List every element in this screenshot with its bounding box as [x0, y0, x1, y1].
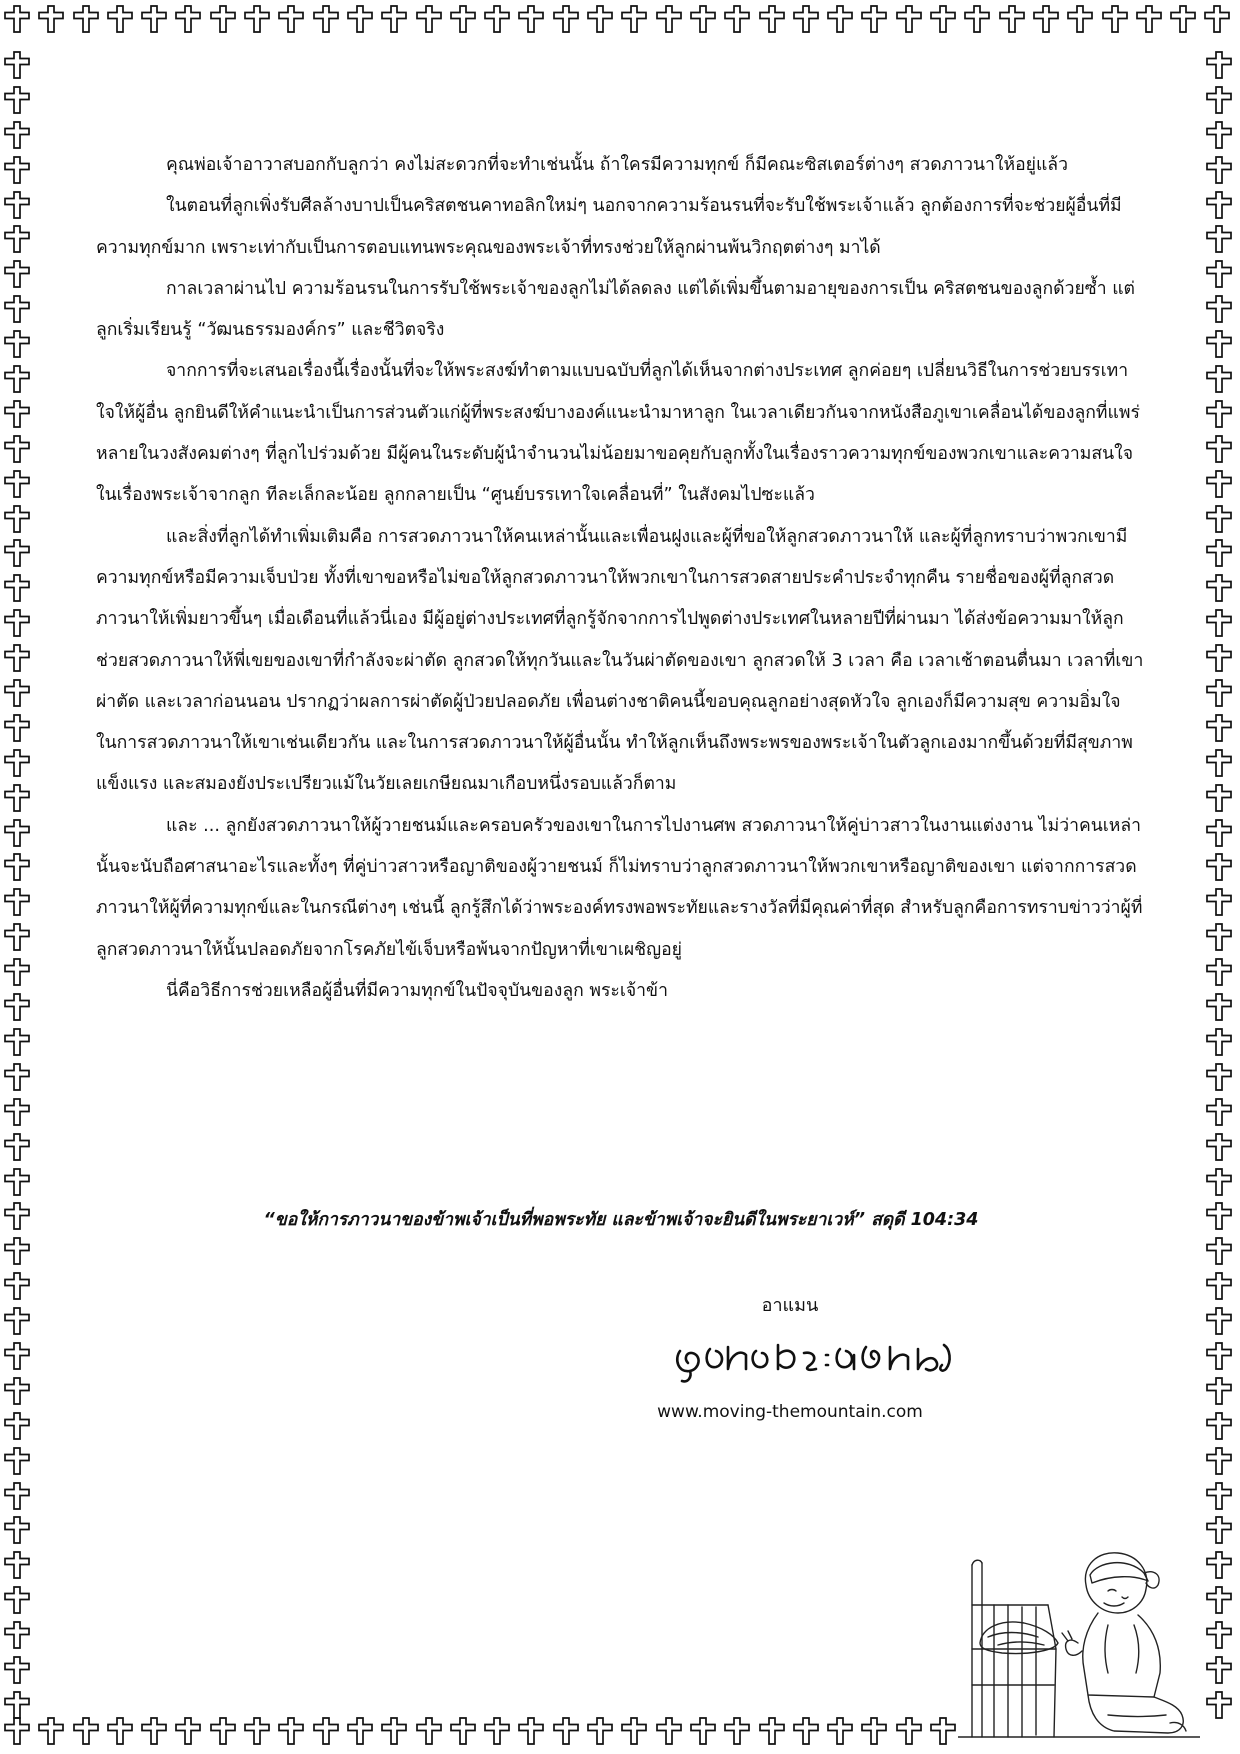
latin-cross-icon [1204, 50, 1234, 80]
latin-cross-icon [757, 4, 787, 34]
latin-cross-icon [1204, 852, 1234, 882]
latin-cross-icon [2, 294, 32, 324]
latin-cross-icon [2, 1620, 32, 1650]
latin-cross-icon [2, 608, 32, 638]
scripture-quote: “ขอให้การภาวนาของข้าพเจ้าเป็นที่พอพระทัย และข้าพเจ้าจะยินดีในพระยาเวห์” สดุดี 104:34 [263, 1210, 979, 1230]
latin-cross-icon [2, 852, 32, 882]
latin-cross-icon [242, 1716, 272, 1746]
latin-cross-icon [688, 1716, 718, 1746]
latin-cross-icon [208, 1716, 238, 1746]
closing-amen: อาแมน [761, 1295, 819, 1316]
left-cross-border [2, 50, 36, 1725]
latin-cross-icon [1204, 1341, 1234, 1371]
latin-cross-icon [1204, 957, 1234, 987]
latin-cross-icon [962, 4, 992, 34]
latin-cross-icon [105, 4, 135, 34]
latin-cross-icon [242, 4, 272, 34]
paragraph-7: นี่คือวิธีการช่วยเหลือผู้อื่นที่มีความทุกข์ในปัจจุบันของลูก พระเจ้าข้า [166, 980, 668, 1001]
latin-cross-icon [1065, 4, 1095, 34]
latin-cross-icon [1204, 1306, 1234, 1336]
latin-cross-icon [1204, 1481, 1234, 1511]
paragraph-1: คุณพ่อเจ้าอาวาสบอกกับลูกว่า คงไม่สะดวกที่จะทำเช่นนั้น ถ้าใครมีความทุกข์ ก็มีคณะซิสเตอร์ต่างๆ สวดภาวนาให้อยู่แล้ว [166, 155, 1068, 175]
latin-cross-icon [2, 1097, 32, 1127]
latin-cross-icon [2, 992, 32, 1022]
latin-cross-icon [2, 1306, 32, 1336]
latin-cross-icon [722, 4, 752, 34]
latin-cross-icon [2, 190, 32, 220]
latin-cross-icon [1204, 1236, 1234, 1266]
latin-cross-icon [379, 4, 409, 34]
latin-cross-icon [139, 4, 169, 34]
latin-cross-icon [1204, 1167, 1234, 1197]
latin-cross-icon [1204, 224, 1234, 254]
latin-cross-icon [2, 1271, 32, 1301]
latin-cross-icon [1204, 190, 1234, 220]
latin-cross-icon [2, 922, 32, 952]
latin-cross-icon [2, 1236, 32, 1266]
latin-cross-icon [2, 1446, 32, 1476]
latin-cross-icon [1204, 399, 1234, 429]
latin-cross-icon [859, 1716, 889, 1746]
latin-cross-icon [2, 4, 32, 34]
latin-cross-icon [1204, 504, 1234, 534]
paragraph-4: จากการที่จะเสนอเรื่องนี้เรื่องนั้นที่จะให้พระสงฆ์ทำตามแบบฉบับที่ลูกได้เห็นจากต่างประเทศ ลูกค่อยๆ เปลี่ยนวิธีในการช่วยบรรเทาใจให้ผู้อื่น ลูกยินดีให้คำแนะนำเป็นการส่วนตัวแก่ผู้ที่พระสงฆ์บางองค์แนะนำมาหาลูก ในเวลาเดียวกันจากหนังสือภูเขาเคลื่อนได้ของลูกที่แพร่หลายในวงสังคมต่างๆ ที่ลูกไปร่วมด้วย มีผู้คนในระดับผู้นำจำนวนไม่น้อยมาขอคุยกับลูกทั้งในเรื่องราวความทุกข์ของพวกเขาและความสนใจในเรื่องพระเจ้าจากลูก ทีละเล็กละน้อย ลูกกลายเป็น “ศูนย์บรรเทาใจเคลื่อนที่” ในสังคมไปซะแล้ว [96, 361, 1140, 506]
right-cross-border [1204, 50, 1238, 1725]
latin-cross-icon [1204, 1027, 1234, 1057]
latin-cross-icon [2, 329, 32, 359]
latin-cross-icon [2, 120, 32, 150]
latin-cross-icon [1204, 1655, 1234, 1685]
latin-cross-icon [276, 4, 306, 34]
latin-cross-icon [1100, 4, 1130, 34]
latin-cross-icon [2, 50, 32, 80]
latin-cross-icon [928, 1716, 958, 1746]
latin-cross-icon [1204, 1620, 1234, 1650]
latin-cross-icon [2, 748, 32, 778]
paragraph-5: และสิ่งที่ลูกได้ทำเพิ่มเติมคือ การสวดภาวนาให้คนเหล่านั้นและเพื่อนฝูงและผู้ที่ขอให้ลูกสวดภาวนาให้ และผู้ที่ลูกทราบว่าพวกเขามีความทุกข์หรือมีความเจ็บป่วย ทั้งที่เขาขอหรือไม่ขอให้ลูกสวดภาวนาให้พวกเขาในการสวดสายประคำประจำทุกคืน รายชื่อของผู้ที่ลูกสวดภาวนาให้เพิ่มยาวขึ้นๆ เมื่อเดือนที่แล้วนี่เอง มีผู้อยู่ต่างประเทศที่ลูกรู้จักจากการไปพูดต่างประเทศในหลายปีที่ผ่านมา ได้ส่งข้อความมาให้ลูกช่วยสวดภาวนาให้พี่เขยของเขาที่กำลังจะผ่าตัด ลูกสวดให้ทุกวันและในวันผ่าตัดของเขา ลูกสวดให้ 3 เวลา คือ เวลาเช้าตอนตื่นมา เวลาที่เขาผ่าตัด และเวลาก่อนนอน ปรากฏว่าผลการผ่าตัดผู้ป่วยปลอดภัย เพื่อนต่างชาติคนนี้ขอบคุณลูกอย่างสุดหัวใจ ลูกเองก็มีความสุข ความอิ่มใจ ในการสวดภาวนาให้เขาเช่นเดียวกัน และในการสวดภาวนาให้ผู้อื่นนั้น ทำให้ลูกเห็นถึงพระพรของพระเจ้าในตัวลูกเองมากขึ้นด้วยที่มีสุขภาพแข็งแรง และสมองยังประเปรียวแม้ในวัยเลยเกษียณมาเกือบหนึ่งรอบแล้วก็ตาม [96, 526, 1144, 795]
latin-cross-icon [482, 1716, 512, 1746]
latin-cross-icon [2, 1341, 32, 1371]
letter-body [96, 145, 1146, 1012]
latin-cross-icon [1204, 1271, 1234, 1301]
latin-cross-icon [1204, 1062, 1234, 1092]
latin-cross-icon [825, 1716, 855, 1746]
latin-cross-icon [139, 1716, 169, 1746]
latin-cross-icon [1204, 1376, 1234, 1406]
latin-cross-icon [2, 783, 32, 813]
latin-cross-icon [551, 4, 581, 34]
latin-cross-icon [654, 4, 684, 34]
top-cross-border [2, 4, 1240, 38]
latin-cross-icon [859, 4, 889, 34]
latin-cross-icon [1204, 1690, 1234, 1720]
praying-child-illustration [958, 1545, 1200, 1741]
latin-cross-icon [2, 1201, 32, 1231]
latin-cross-icon [1204, 1515, 1234, 1545]
latin-cross-icon [1204, 155, 1234, 185]
latin-cross-icon [516, 4, 546, 34]
latin-cross-icon [276, 1716, 306, 1746]
latin-cross-icon [1204, 329, 1234, 359]
website-url: www.moving-themountain.com [657, 1402, 923, 1422]
latin-cross-icon [1168, 4, 1198, 34]
latin-cross-icon [722, 1716, 752, 1746]
latin-cross-icon [2, 155, 32, 185]
latin-cross-icon [2, 538, 32, 568]
latin-cross-icon [1204, 364, 1234, 394]
latin-cross-icon [1204, 608, 1234, 638]
latin-cross-icon [2, 1027, 32, 1057]
latin-cross-icon [1204, 887, 1234, 917]
latin-cross-icon [825, 4, 855, 34]
latin-cross-icon [2, 573, 32, 603]
latin-cross-icon [516, 1716, 546, 1746]
latin-cross-icon [619, 4, 649, 34]
latin-cross-icon [1204, 1411, 1234, 1441]
latin-cross-icon [1204, 783, 1234, 813]
latin-cross-icon [1204, 1201, 1234, 1231]
latin-cross-icon [2, 224, 32, 254]
latin-cross-icon [1202, 4, 1232, 34]
latin-cross-icon [2, 1481, 32, 1511]
latin-cross-icon [1204, 1132, 1234, 1162]
latin-cross-icon [1204, 643, 1234, 673]
latin-cross-icon [2, 818, 32, 848]
latin-cross-icon [791, 4, 821, 34]
latin-cross-icon [311, 4, 341, 34]
latin-cross-icon [1031, 4, 1061, 34]
latin-cross-icon [1204, 469, 1234, 499]
latin-cross-icon [2, 504, 32, 534]
latin-cross-icon [585, 1716, 615, 1746]
latin-cross-icon [2, 1411, 32, 1441]
latin-cross-icon [2, 1062, 32, 1092]
latin-cross-icon [2, 1550, 32, 1580]
latin-cross-icon [379, 1716, 409, 1746]
latin-cross-icon [345, 1716, 375, 1746]
latin-cross-icon [1204, 1585, 1234, 1615]
latin-cross-icon [2, 643, 32, 673]
latin-cross-icon [345, 4, 375, 34]
latin-cross-icon [2, 259, 32, 289]
latin-cross-icon [2, 1132, 32, 1162]
latin-cross-icon [1204, 992, 1234, 1022]
latin-cross-icon [71, 1716, 101, 1746]
latin-cross-icon [2, 1376, 32, 1406]
latin-cross-icon [1204, 538, 1234, 568]
latin-cross-icon [36, 1716, 66, 1746]
latin-cross-icon [757, 1716, 787, 1746]
latin-cross-icon [2, 1690, 32, 1720]
latin-cross-icon [414, 1716, 444, 1746]
latin-cross-icon [619, 1716, 649, 1746]
latin-cross-icon [1134, 4, 1164, 34]
latin-cross-icon [448, 4, 478, 34]
paragraph-6: และ ... ลูกยังสวดภาวนาให้ผู้วายชนม์และครอบครัวของเขาในการไปงานศพ สวดภาวนาให้คู่บ่าวสาวในงานแต่งงาน ไม่ว่าคนเหล่านั้นจะนับถือศาสนาอะไรและทั้งๆ ที่คู่บ่าวสาวหรือญาติของผู้วายชนม์ ก็ไม่ทราบว่าลูกสวดภาวนาให้พวกเขาหรือญาติของเขา แต่จากการสวดภาวนาให้ผู้ที่ความทุกข์และในกรณีต่างๆ เช่นนี้ ลูกรู้สึกได้ว่าพระองค์ทรงพอพระทัยและรางวัลที่มีคุณค่าที่สุด สำหรับลูกคือการทราบข่าวว่าผู้ที่ลูกสวดภาวนาให้นั้นปลอดภัยจากโรคภัยไข้เจ็บหรือพ้นจากปัญหาที่เขาเผชิญอยู่ [96, 815, 1143, 960]
latin-cross-icon [1204, 294, 1234, 324]
latin-cross-icon [1204, 748, 1234, 778]
latin-cross-icon [1204, 120, 1234, 150]
latin-cross-icon [71, 4, 101, 34]
latin-cross-icon [1204, 1550, 1234, 1580]
latin-cross-icon [2, 887, 32, 917]
latin-cross-icon [105, 1716, 135, 1746]
latin-cross-icon [894, 1716, 924, 1746]
latin-cross-icon [1204, 922, 1234, 952]
latin-cross-icon [688, 4, 718, 34]
latin-cross-icon [585, 4, 615, 34]
latin-cross-icon [2, 399, 32, 429]
latin-cross-icon [791, 1716, 821, 1746]
latin-cross-icon [997, 4, 1027, 34]
latin-cross-icon [2, 1515, 32, 1545]
latin-cross-icon [2, 678, 32, 708]
latin-cross-icon [1204, 85, 1234, 115]
latin-cross-icon [173, 1716, 203, 1746]
handwritten-signature [670, 1325, 960, 1387]
latin-cross-icon [1204, 713, 1234, 743]
latin-cross-icon [1204, 434, 1234, 464]
latin-cross-icon [2, 1167, 32, 1197]
latin-cross-icon [448, 1716, 478, 1746]
latin-cross-icon [414, 4, 444, 34]
latin-cross-icon [2, 364, 32, 394]
latin-cross-icon [928, 4, 958, 34]
latin-cross-icon [2, 1655, 32, 1685]
latin-cross-icon [2, 469, 32, 499]
latin-cross-icon [551, 1716, 581, 1746]
latin-cross-icon [208, 4, 238, 34]
latin-cross-icon [2, 713, 32, 743]
latin-cross-icon [1204, 573, 1234, 603]
latin-cross-icon [2, 434, 32, 464]
latin-cross-icon [1204, 259, 1234, 289]
latin-cross-icon [1204, 1097, 1234, 1127]
latin-cross-icon [654, 1716, 684, 1746]
latin-cross-icon [1204, 818, 1234, 848]
paragraph-2: ในตอนที่ลูกเพิ่งรับศีลล้างบาปเป็นคริสตชนคาทอลิกใหม่ๆ นอกจากความร้อนรนที่จะรับใช้พระเจ้าแล้ว ลูกต้องการที่จะช่วยผู้อื่นที่มีความทุกข์มาก เพราะเท่ากับเป็นการตอบแทนพระคุณของพระเจ้าที่ทรงช่วยให้ลูกผ่านพ้นวิกฤตต่างๆ มาได้ [96, 196, 1122, 258]
paragraph-3: กาลเวลาผ่านไป ความร้อนรนในการรับใช้พระเจ้าของลูกไม่ได้ลดลง แต่ได้เพิ่มขึ้นตามอายุของการเป็น คริสตชนของลูกด้วยซ้ำ แต่ลูกเริ่มเรียนรู้ “วัฒนธรรมองค์กร” และชีวิตจริง [96, 278, 1135, 341]
latin-cross-icon [482, 4, 512, 34]
latin-cross-icon [173, 4, 203, 34]
latin-cross-icon [1204, 678, 1234, 708]
latin-cross-icon [2, 85, 32, 115]
latin-cross-icon [2, 1585, 32, 1615]
latin-cross-icon [311, 1716, 341, 1746]
latin-cross-icon [894, 4, 924, 34]
latin-cross-icon [2, 957, 32, 987]
latin-cross-icon [1204, 1446, 1234, 1476]
latin-cross-icon [36, 4, 66, 34]
